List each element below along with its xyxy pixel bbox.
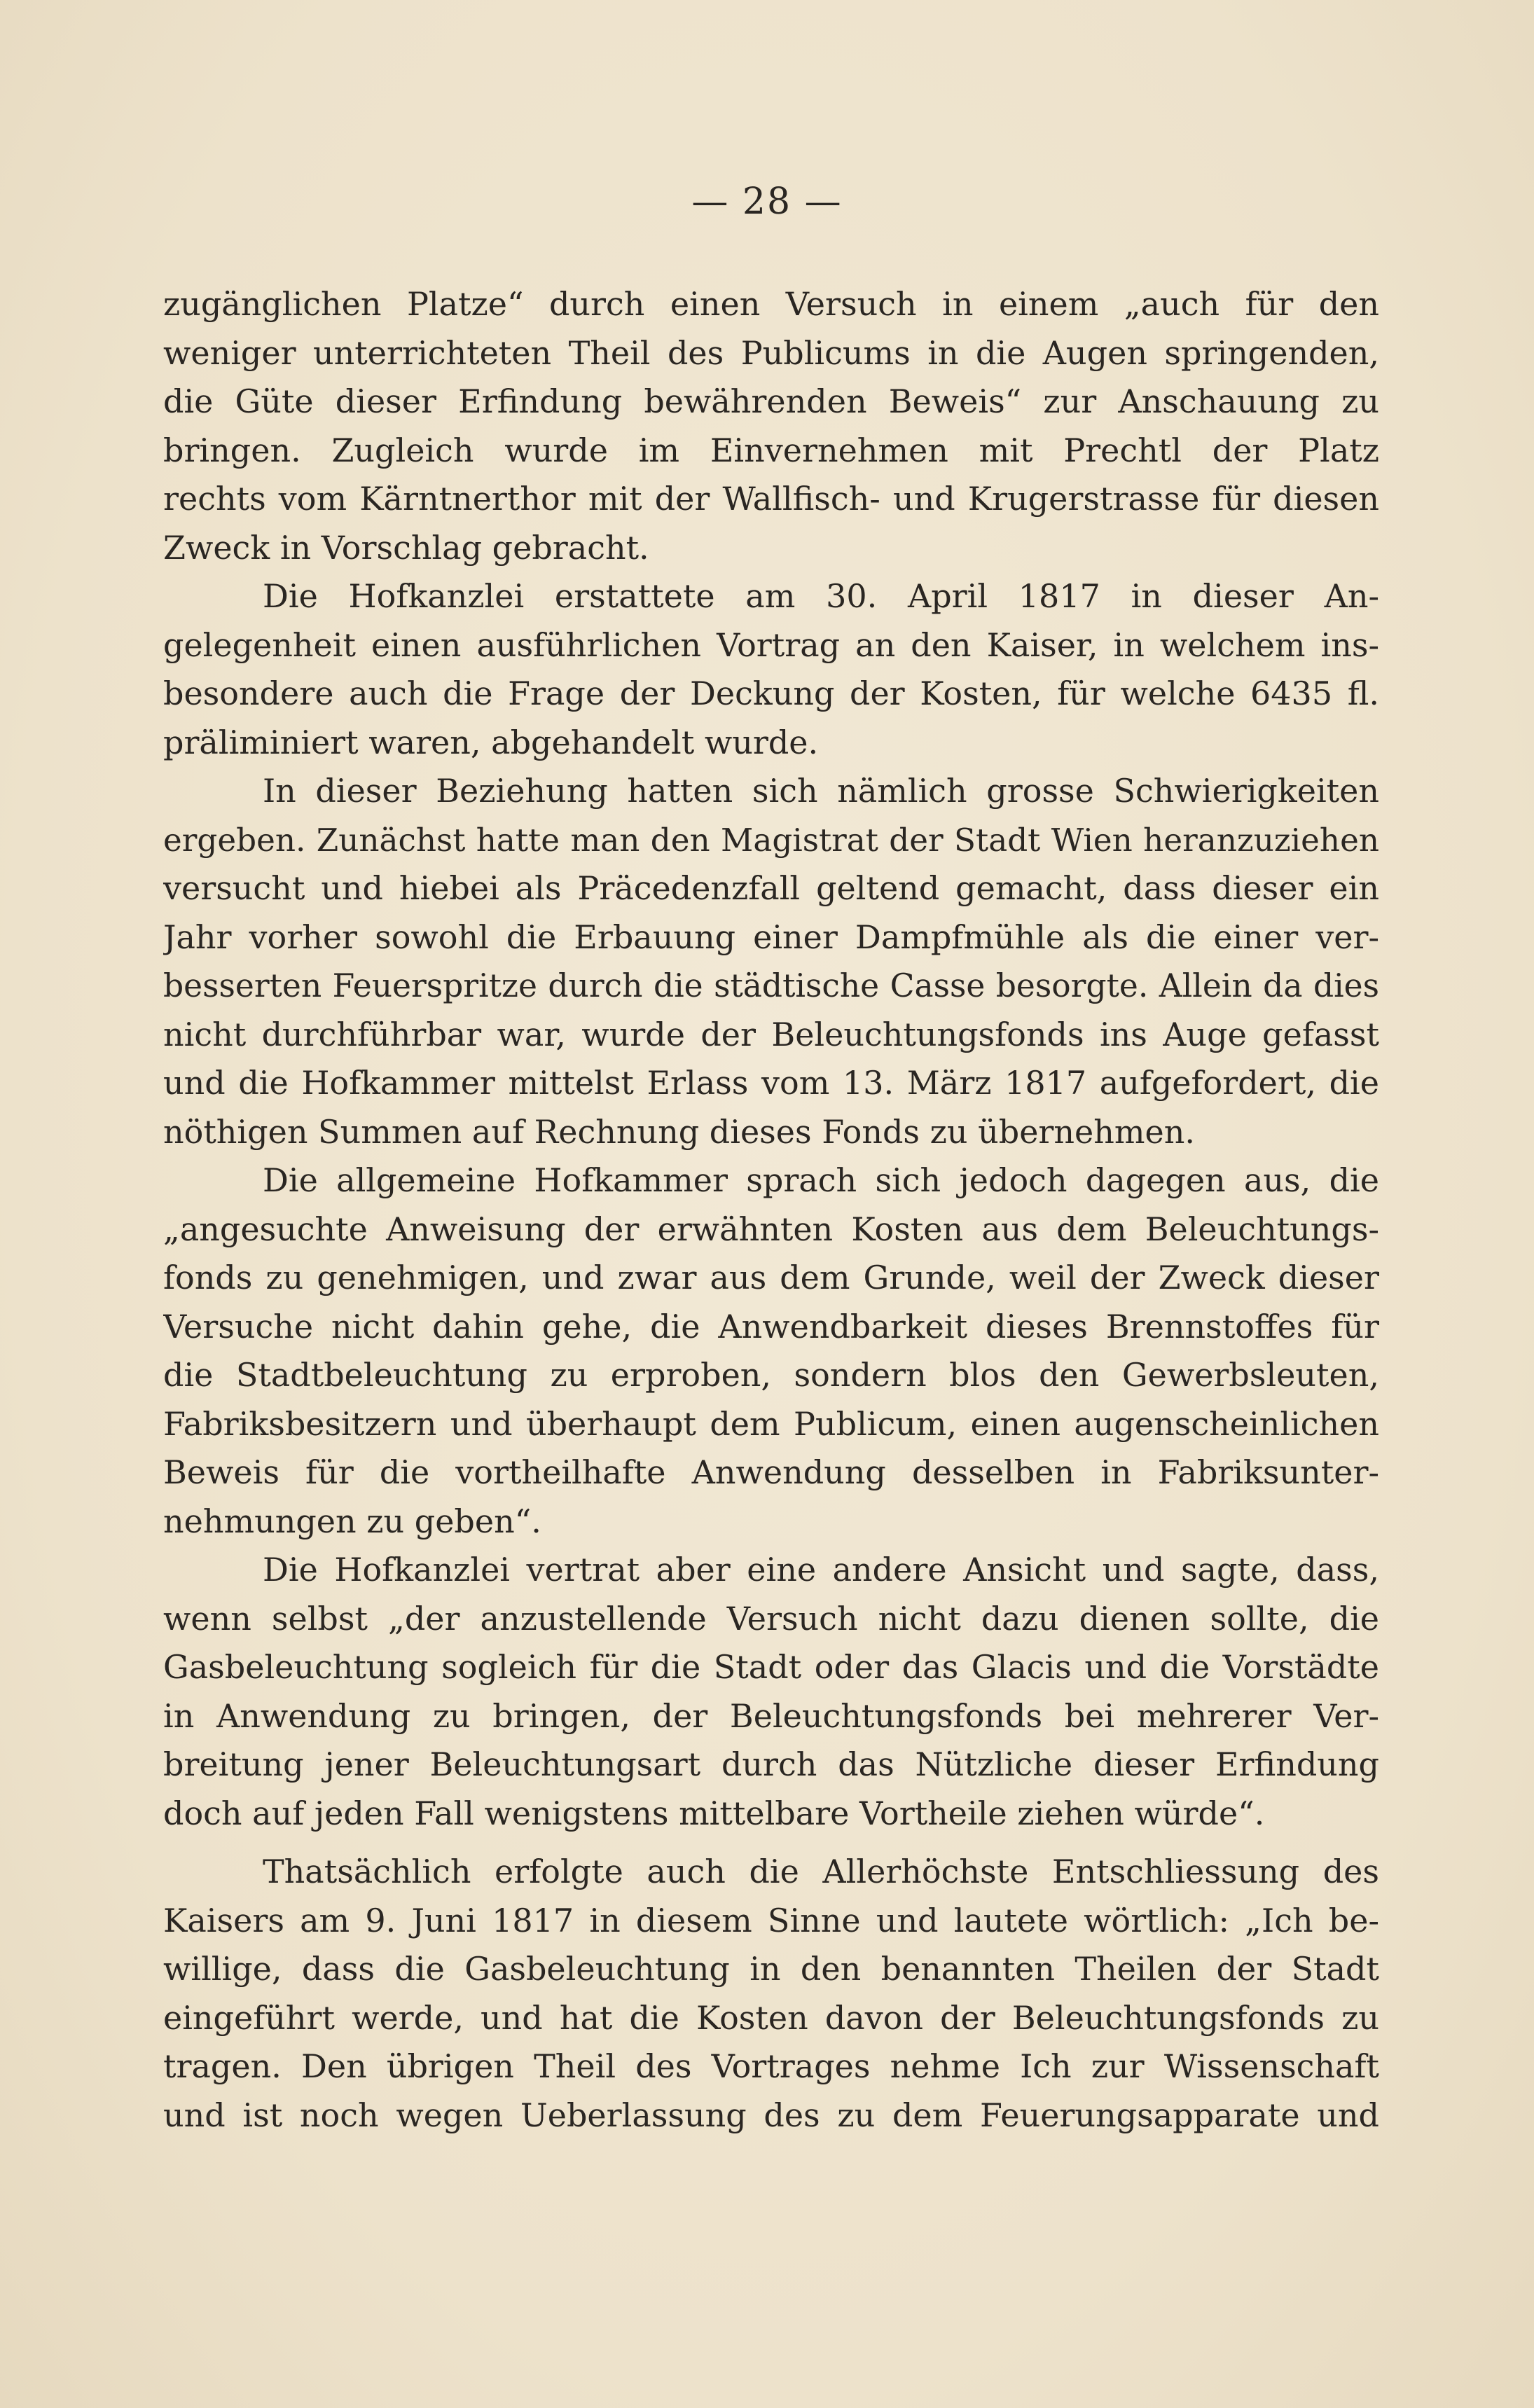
paragraph-2 [163,572,1379,767]
text-line: Fabriksbesitzern und überhaupt dem Publicum, einen augenscheinlichen [163,1404,1379,1443]
paragraph-gap [163,1838,1379,1848]
text-line: „angesuchte Anweisung der erwähnten Kosten aus dem Beleuchtungs- [163,1210,1379,1248]
text-line: präliminiert waren, abgehandelt wurde. [163,723,819,761]
text-line: Gasbeleuchtung sogleich für die Stadt oder das Glacis und die Vorstädte [163,1648,1379,1686]
text-line: tragen. Den übrigen Theil des Vortrages nehme Ich zur Wissenschaft [163,2047,1379,2085]
text-line: und die Hofkammer mittelst Erlass vom 13. März 1817 aufgefordert, die [163,1064,1379,1102]
text-line: fonds zu genehmigen, und zwar aus dem Grunde, weil der Zweck dieser [163,1259,1379,1296]
text-line: zugänglichen Platze“ durch einen Versuch in einem „auch für den [163,285,1379,323]
text-line: besondere auch die Frage der Deckung der Kosten, für welche 6435 fl. [163,674,1379,712]
text-line: Die allgemeine Hofkammer sprach sich jedoch dagegen aus, die [263,1161,1379,1199]
page-number: — 28 — [691,181,843,223]
paragraph-4 [163,1156,1379,1546]
text-line: Jahr vorher sowohl die Erbauung einer Dampfmühle als die einer ver- [163,918,1379,956]
text-line: Die Hofkanzlei vertrat aber eine andere Ansicht und sagte, dass, [263,1551,1379,1589]
text-line: nehmungen zu geben“. [163,1502,541,1540]
text-line: versucht und hiebei als Präcedenzfall geltend gemacht, dass dieser ein [163,869,1379,907]
text-line: eingeführt werde, und hat die Kosten davon der Beleuchtungsfonds zu [163,1998,1379,2037]
paragraph-1 [163,280,1379,572]
text-line: gelegenheit einen ausführlichen Vortrag an den Kaiser, in welchem ins- [163,625,1379,664]
paragraph-5 [163,1546,1379,1838]
text-line: ergeben. Zunächst hatte man den Magistrat der Stadt Wien heranzuziehen [163,821,1379,859]
text-line: Die Hofkanzlei erstattete am 30. April 1817 in dieser An- [263,577,1379,615]
text-line: die Stadtbeleuchtung zu erproben, sondern blos den Gewerbsleuten, [163,1356,1379,1394]
text-line: nöthigen Summen auf Rechnung dieses Fonds zu übernehmen. [163,1112,1195,1151]
text-line: in Anwendung zu bringen, der Beleuchtungsfonds bei mehrerer Ver- [163,1696,1379,1735]
text-line: weniger unterrichteten Theil des Publicums in die Augen springenden, [163,333,1379,372]
paragraph-3 [163,767,1379,1156]
text-line: rechts vom Kärntnerthor mit der Wallfisch- und Krugerstrasse für diesen [163,480,1379,518]
text-line: bringen. Zugleich wurde im Einvernehmen mit Prechtl der Platz [163,431,1379,469]
text-line: Versuche nicht dahin gehe, die Anwendbarkeit dieses Brennstoffes für [163,1307,1379,1345]
text-line: doch auf jeden Fall wenigstens mittelbare Vortheile ziehen würde“. [163,1794,1265,1832]
text-line: besserten Feuerspritze durch die städtische Casse besorgte. Allein da dies [163,967,1379,1004]
paragraph-6 [163,1848,1379,2140]
text-line: und ist noch wegen Ueberlassung des zu dem Feuerungsapparate und [163,2096,1379,2134]
text-line: nicht durchführbar war, wurde der Beleuchtungsfonds ins Auge gefasst [163,1015,1379,1053]
text-line: willige, dass die Gasbeleuchtung in den benannten Theilen der Stadt [163,1950,1379,1988]
text-line: die Güte dieser Erfindung bewährenden Beweis“ zur Anschauung zu [163,382,1379,420]
text-line: Zweck in Vorschlag gebracht. [163,528,649,567]
text-line: breitung jener Beleuchtungsart durch das Nützliche dieser Erfindung [163,1745,1379,1783]
text-line: Kaisers am 9. Juni 1817 in diesem Sinne und lautete wörtlich: „Ich be- [163,1901,1379,1939]
text-line: In dieser Beziehung hatten sich nämlich grosse Schwierigkeiten [263,772,1379,810]
text-line: Thatsächlich erfolgte auch die Allerhöchste Entschliessung des [263,1853,1379,1890]
body-text [163,280,1379,2140]
text-line: wenn selbst „der anzustellende Versuch nicht dazu dienen sollte, die [163,1599,1379,1638]
text-line: Beweis für die vortheilhafte Anwendung desselben in Fabriksunter- [163,1453,1379,1491]
